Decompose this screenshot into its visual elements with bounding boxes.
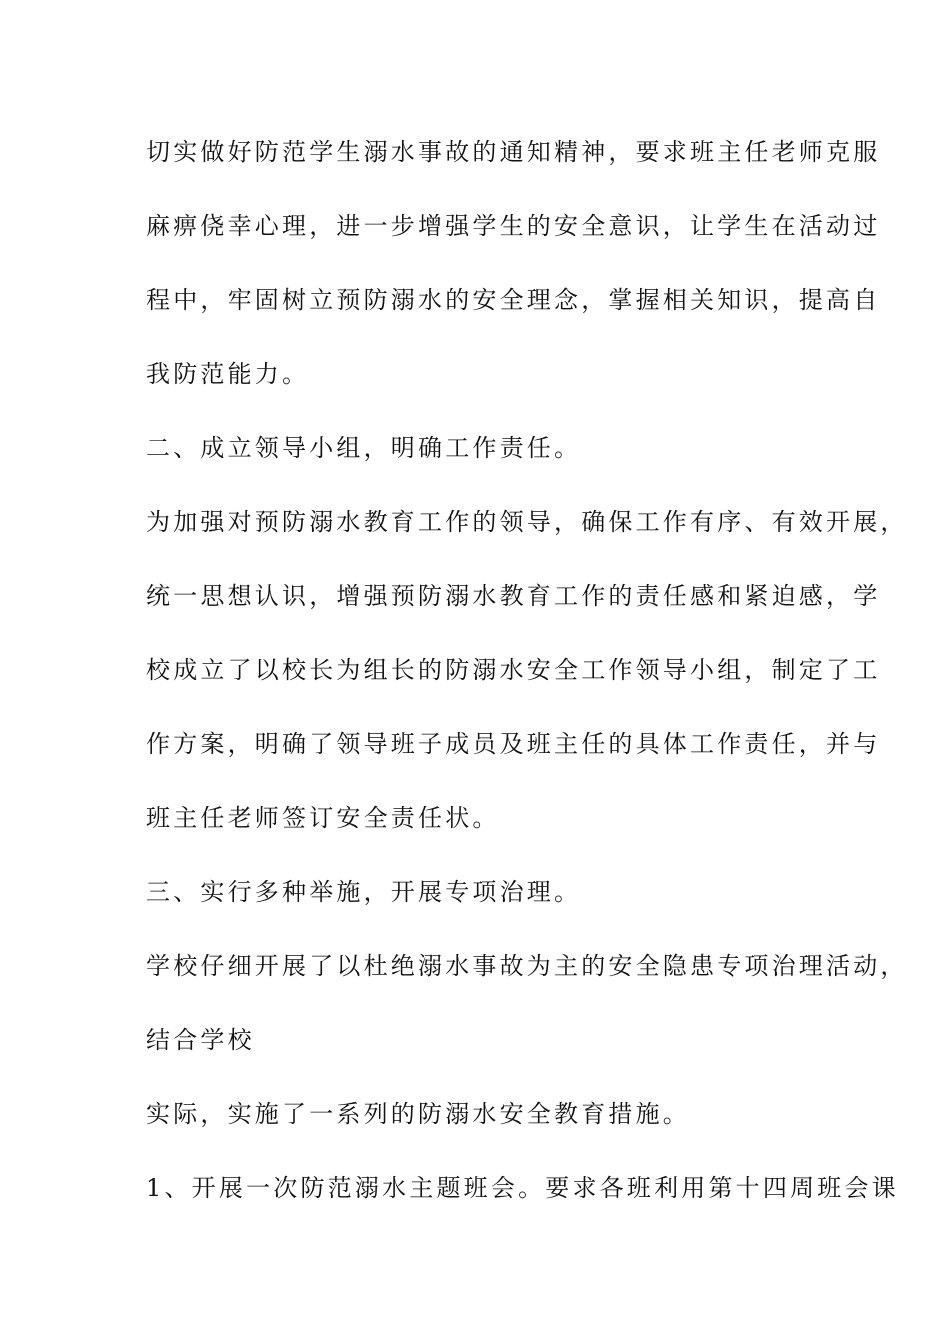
body-text-line: 1、开展一次防范溺水主题班会。要求各班利用第十四周班会课 [146, 1174, 899, 1202]
body-text-line: 结合学校 [146, 1026, 255, 1054]
body-text-line: 校成立了以校长为组长的防溺水安全工作领导小组，制定了工 [146, 656, 881, 684]
body-text-line: 我防范能力。 [146, 360, 310, 388]
section-heading: 三、实行多种举施，开展专项治理。 [146, 878, 582, 906]
body-text-line: 为加强对预防溺水教育工作的领导，确保工作有序、有效开展， [146, 508, 908, 536]
body-text-line: 实际，实施了一系列的防溺水安全教育措施。 [146, 1100, 690, 1128]
body-text-line: 班主任老师签订安全责任状。 [146, 804, 500, 832]
body-text-line: 作方案，明确了领导班子成员及班主任的具体工作责任，并与 [146, 730, 881, 758]
body-text-line: 麻痹侥幸心理，进一步增强学生的安全意识，让学生在活动过 [146, 212, 881, 240]
body-text-line: 程中，牢固树立预防溺水的安全理念，掌握相关知识，提高自 [146, 286, 881, 314]
body-text-line: 切实做好防范学生溺水事故的通知精神，要求班主任老师克服 [146, 138, 881, 166]
body-text-line: 统一思想认识，增强预防溺水教育工作的责任感和紧迫感，学 [146, 582, 881, 610]
body-text-line: 学校仔细开展了以杜绝溺水事故为主的安全隐患专项治理活动， [146, 952, 908, 980]
section-heading: 二、成立领导小组，明确工作责任。 [146, 434, 582, 462]
